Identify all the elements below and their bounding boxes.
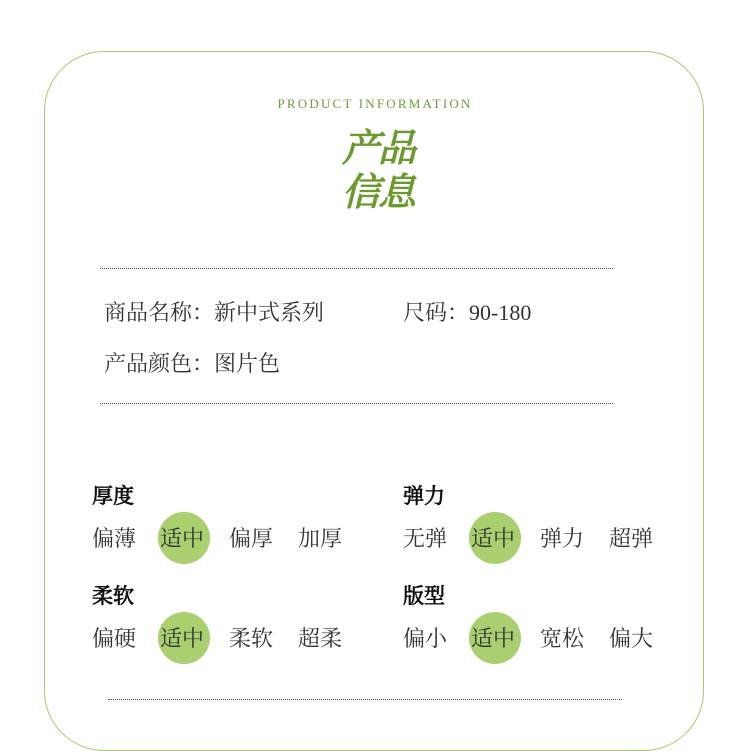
title-line-1: 产品 (342, 125, 415, 170)
size-value: 90-180 (469, 300, 532, 325)
attr-option: 偏硬 (92, 627, 137, 652)
attr-option: 偏小 (403, 627, 448, 652)
product-name-row (104, 296, 324, 327)
attr-option: 偏厚 (229, 527, 274, 552)
divider-bottom (108, 699, 622, 700)
attr-option: 超柔 (298, 627, 343, 652)
attr-option: 无弹 (403, 527, 448, 552)
attr-option: 偏薄 (92, 527, 137, 552)
divider-middle (100, 403, 613, 404)
product-name-label: 商品名称： (104, 301, 215, 326)
attr-option-selected: 适中 (160, 527, 205, 552)
color-row (104, 347, 280, 378)
attr-option: 超弹 (609, 527, 654, 552)
attr-title-elasticity: 弹力 (403, 483, 445, 508)
attr-option-selected: 适中 (160, 627, 205, 652)
divider-top (100, 268, 613, 269)
attr-option: 偏大 (609, 627, 654, 652)
attr-option-selected: 适中 (471, 627, 516, 652)
attr-title-softness: 柔软 (92, 583, 134, 608)
color-value: 图片色 (214, 352, 281, 377)
product-name-value: 新中式系列 (214, 301, 325, 326)
section-subtitle: PRODUCT INFORMATION (277, 96, 473, 111)
size-label: 尺码： (403, 301, 470, 326)
color-label: 产品颜色： (104, 352, 215, 377)
section-title (342, 126, 442, 214)
size-row (403, 296, 531, 327)
attr-option: 加厚 (298, 527, 343, 552)
title-line-2: 信息 (342, 169, 415, 214)
attr-option: 柔软 (229, 627, 274, 652)
attr-option: 宽松 (540, 627, 585, 652)
attr-title-fit: 版型 (403, 583, 445, 608)
attr-title-thickness: 厚度 (92, 483, 134, 508)
attr-option-selected: 适中 (471, 527, 516, 552)
attr-option: 弹力 (540, 527, 585, 552)
